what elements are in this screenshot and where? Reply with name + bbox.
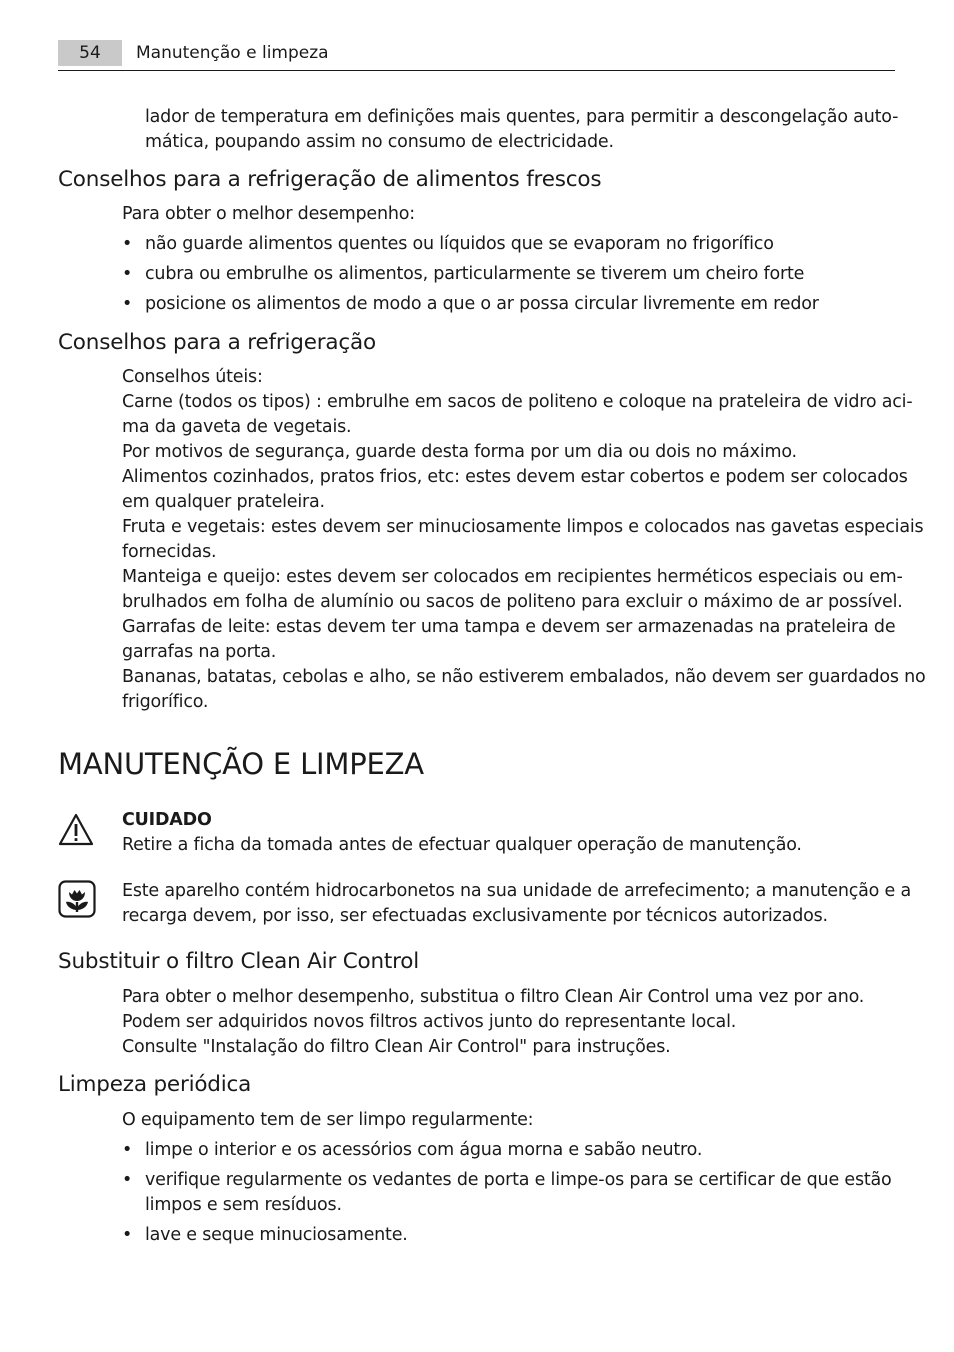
- text-line: Bananas, batatas, cebolas e alho, se não estiverem embalados, não devem ser guardados no: [122, 667, 926, 687]
- text-line: Este aparelho contém hidrocarbonetos na sua unidade de arrefecimento; a manutenção e a: [122, 881, 912, 901]
- list-item: • verifique regularmente os vedantes de porta e limpe-os para se certificar de que estão limpos e sem resíduos.: [122, 1170, 892, 1215]
- heading-filter: Substituir o filtro Clean Air Control: [58, 949, 420, 974]
- list-item: • posicione os alimentos de modo a que o ar possa circular livremente em redor: [122, 292, 819, 317]
- list-item: • limpe o interior e os acessórios com água morna e sabão neutro.: [122, 1138, 892, 1163]
- heading-fresh-food: Conselhos para a refrigeração de alimentos frescos: [58, 167, 602, 192]
- page-header: [58, 40, 895, 71]
- text-line: brulhados em folha de alumínio ou sacos de politeno para excluir o máximo de ar possível.: [122, 592, 903, 612]
- bullet-dot: •: [122, 1170, 133, 1190]
- text-line: Consulte "Instalação do filtro Clean Air Control" para instruções.: [122, 1037, 671, 1057]
- text-line: Por motivos de segurança, guarde desta forma por um dia ou dois no máximo.: [122, 442, 797, 462]
- bullet-dot: •: [122, 264, 133, 284]
- bullet-dot: •: [122, 294, 133, 314]
- list-item: • cubra ou embrulhe os alimentos, particularmente se tiverem um cheiro forte: [122, 262, 819, 287]
- text-line: Conselhos úteis:: [122, 367, 263, 387]
- text-line: Podem ser adquiridos novos filtros activos junto do representante local.: [122, 1012, 737, 1032]
- text-line: recarga devem, por isso, ser efectuadas exclusivamente por técnicos autorizados.: [122, 906, 828, 926]
- text-line: fornecidas.: [122, 542, 217, 562]
- environment-note: [122, 879, 911, 929]
- text-line: Manteiga e queijo: estes devem ser colocados em recipientes herméticos especiais ou em-: [122, 567, 903, 587]
- text-line: Para obter o melhor desempenho, substitua o filtro Clean Air Control uma vez por ano.: [122, 987, 865, 1007]
- list-item: • lave e seque minuciosamente.: [122, 1223, 892, 1248]
- fresh-bullet-list: [122, 232, 819, 322]
- cleaning-lead: O equipamento tem de ser limpo regularmente:: [122, 1110, 534, 1130]
- header-title: Manutenção e limpeza: [136, 43, 329, 63]
- text-line: Garrafas de leite: estas devem ter uma tampa e devem ser armazenadas na prateleira de: [122, 617, 896, 637]
- text-line: garrafas na porta.: [122, 642, 277, 662]
- caution-text: Retire a ficha da tomada antes de efectuar qualquer operação de manutenção.: [122, 835, 802, 855]
- caution-block: [122, 808, 802, 858]
- text-line: mática, poupando assim no consumo de electricidade.: [145, 132, 614, 152]
- bullet-dot: •: [122, 234, 133, 254]
- bullet-dot: •: [122, 1225, 133, 1245]
- refrigeration-paragraph: [122, 365, 926, 715]
- warning-triangle-icon: [58, 813, 94, 851]
- heading-refrigeration: Conselhos para a refrigeração: [58, 330, 376, 355]
- environment-flower-icon: [58, 880, 96, 922]
- text-line: Fruta e vegetais: estes devem ser minuciosamente limpos e colocados nas gavetas especiais: [122, 517, 924, 537]
- text-line: frigorífico.: [122, 692, 209, 712]
- intro-paragraph: [145, 105, 898, 155]
- text-line: em qualquer prateleira.: [122, 492, 325, 512]
- main-heading: MANUTENÇÃO E LIMPEZA: [58, 747, 424, 781]
- text-line: Carne (todos os tipos) : embrulhe em sacos de politeno e coloque na prateleira de vidro aci-: [122, 392, 913, 412]
- text-line: lador de temperatura em definições mais quentes, para permitir a descongelação auto-: [145, 107, 899, 127]
- fresh-lead: Para obter o melhor desempenho:: [122, 204, 415, 224]
- heading-periodic-cleaning: Limpeza periódica: [58, 1072, 252, 1097]
- text-line: Alimentos cozinhados, pratos frios, etc: estes devem estar cobertos e podem ser colocados: [122, 467, 908, 487]
- page-number: 54: [58, 40, 122, 66]
- cleaning-bullet-list: [122, 1138, 892, 1253]
- caution-title: CUIDADO: [122, 810, 212, 830]
- filter-paragraph: [122, 985, 864, 1060]
- list-item: • não guarde alimentos quentes ou líquidos que se evaporam no frigorífico: [122, 232, 819, 257]
- text-line: ma da gaveta de vegetais.: [122, 417, 352, 437]
- bullet-dot: •: [122, 1140, 133, 1160]
